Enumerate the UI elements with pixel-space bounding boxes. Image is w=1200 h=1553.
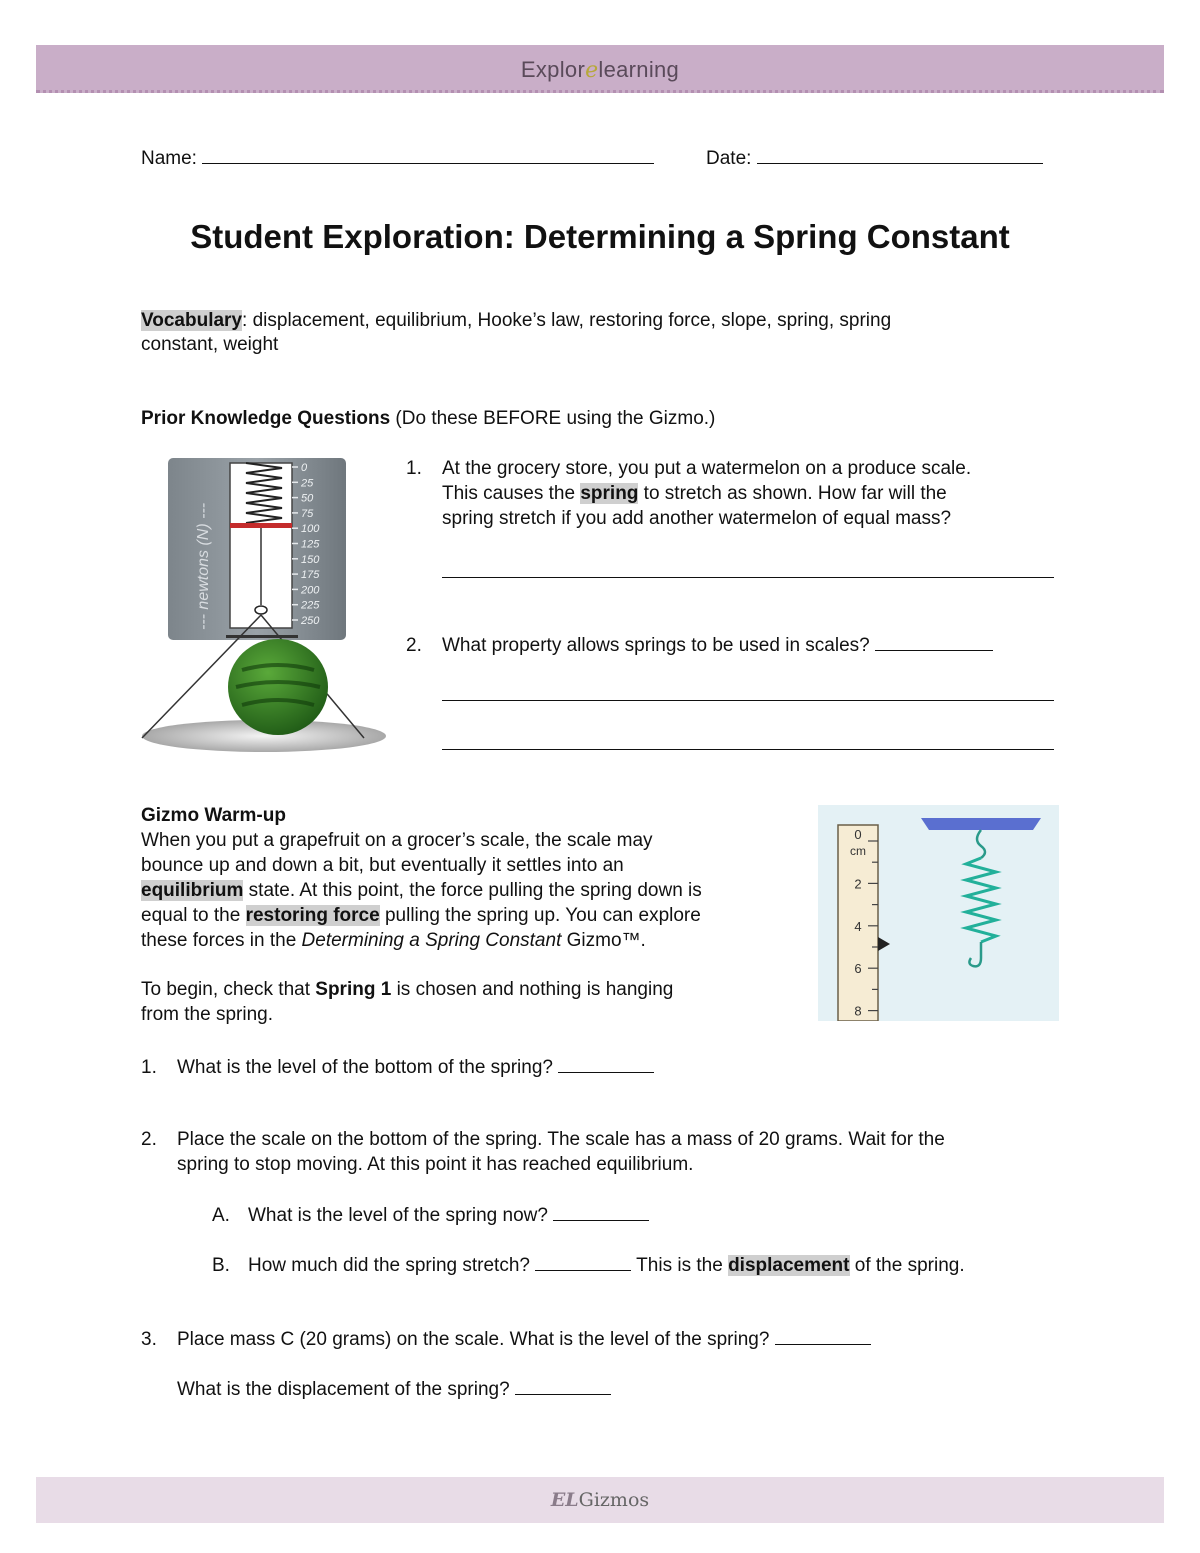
warmup-line-4: equal to the restoring force pulling the spring up. You can explore: [141, 905, 701, 926]
warmup-line-2: bounce up and down a bit, but eventually it settles into an: [141, 855, 624, 876]
scale-tick-label: 175: [301, 569, 320, 582]
header-band: [36, 45, 1164, 93]
warmup-line-7: from the spring.: [141, 1004, 273, 1025]
prior-q2-answer-line-1[interactable]: [442, 700, 1054, 701]
name-row: [141, 143, 654, 171]
date-row: [706, 143, 1043, 171]
scale-tick-label: 25: [301, 477, 314, 490]
warmup-line-5: these forces in the Determining a Spring Constant Gizmo™.: [141, 930, 646, 951]
question-2a: A. What is the level of the spring now?: [212, 1200, 649, 1228]
scale-tick-label: 125: [301, 538, 320, 551]
prior-q2-answer-line-2[interactable]: [442, 749, 1054, 750]
question-2-line-1: 2. Place the scale on the bottom of the spring. The scale has a mass of 20 grams. Wait for the: [141, 1129, 945, 1150]
produce-scale-figure: [138, 455, 390, 755]
date-label: Date:: [706, 148, 752, 169]
vocabulary-line-2: constant, weight: [141, 334, 279, 355]
question-2-line-2: spring to stop moving. At this point it has reached equilibrium.: [177, 1154, 694, 1175]
term-spring: spring: [580, 483, 639, 504]
scale-tick-label: 250: [301, 615, 320, 627]
warmup-line-6: To begin, check that Spring 1 is chosen and nothing is hanging: [141, 979, 674, 1000]
scale-tick-label: 200: [301, 584, 320, 597]
prior-knowledge-heading: Prior Knowledge Questions (Do these BEFORE using the Gizmo.): [141, 408, 716, 429]
date-field[interactable]: [757, 143, 1043, 164]
scale-tick-label: 100: [301, 523, 320, 536]
term-restoring-force: restoring force: [245, 905, 380, 926]
ruler-unit: cm: [850, 844, 866, 858]
scale-hanger-bar: [226, 635, 298, 638]
term-equilibrium: equilibrium: [141, 880, 244, 901]
gizmo-spring-figure: [818, 805, 1059, 1021]
prior-q1-line-3: spring stretch if you add another watermelon of equal mass?: [442, 508, 952, 529]
prior-q1-answer-line[interactable]: [442, 577, 1054, 578]
question-3-sub: What is the displacement of the spring?: [177, 1374, 611, 1402]
name-field[interactable]: [202, 143, 654, 164]
vocabulary-label: Vocabulary: [141, 310, 243, 331]
scale-axis-label: --- newtons (N) ---: [195, 502, 212, 630]
prior-q2: 2. What property allows springs to be used in scales?: [406, 630, 993, 658]
prior-q1-line-1: 1. At the grocery store, you put a watermelon on a produce scale.: [406, 458, 972, 479]
ruler-tick-label: 4: [854, 918, 862, 934]
gizmos-logo: ELGizmos: [550, 1489, 650, 1511]
warmup-line-1: When you put a grapefruit on a grocer’s scale, the scale may: [141, 830, 653, 851]
explorelearning-logo: Explorelearning: [520, 57, 680, 83]
page-title: Student Exploration: Determining a Spring Constant: [190, 218, 1010, 255]
question-2b: B. How much did the spring stretch? This is the displacement of the spring.: [212, 1250, 965, 1278]
scale-tick-label: 150: [301, 553, 320, 566]
scale-tick-label: 75: [301, 507, 314, 520]
question-2b-blank[interactable]: [535, 1250, 631, 1271]
prior-q1-line-2: This causes the spring to stretch as shown. How far will the: [442, 483, 947, 504]
vocabulary-line-1: Vocabulary: displacement, equilibrium, Hooke’s law, restoring force, slope, spring, spring: [141, 310, 892, 331]
spring-mount: [921, 818, 1041, 830]
scale-tick-label: 50: [301, 492, 314, 505]
question-1: 1. What is the level of the bottom of the spring?: [141, 1052, 654, 1080]
question-3-sub-blank[interactable]: [515, 1374, 611, 1395]
warmup-line-3: equilibrium state. At this point, the force pulling the spring down is: [141, 880, 702, 901]
scale-tick-label: 0: [301, 462, 308, 474]
warmup-heading: Gizmo Warm-up: [141, 805, 286, 826]
ruler-tick-label: 8: [854, 1003, 862, 1019]
question-3-blank[interactable]: [775, 1324, 871, 1345]
ruler-tick-label: 6: [854, 961, 862, 977]
question-1-blank[interactable]: [558, 1052, 654, 1073]
ruler-tick-label: 2: [854, 876, 862, 892]
footer-band: [36, 1477, 1164, 1523]
ruler-tick-label: 0: [854, 827, 862, 842]
question-3: 3. Place mass C (20 grams) on the scale. What is the level of the spring?: [141, 1324, 871, 1352]
term-displacement: displacement: [728, 1255, 850, 1276]
scale-tick-label: 225: [301, 599, 320, 612]
scale-reading-marker: [230, 523, 292, 528]
question-2a-blank[interactable]: [553, 1200, 649, 1221]
name-label: Name:: [141, 148, 197, 169]
prior-q2-answer-blank[interactable]: [875, 630, 993, 651]
